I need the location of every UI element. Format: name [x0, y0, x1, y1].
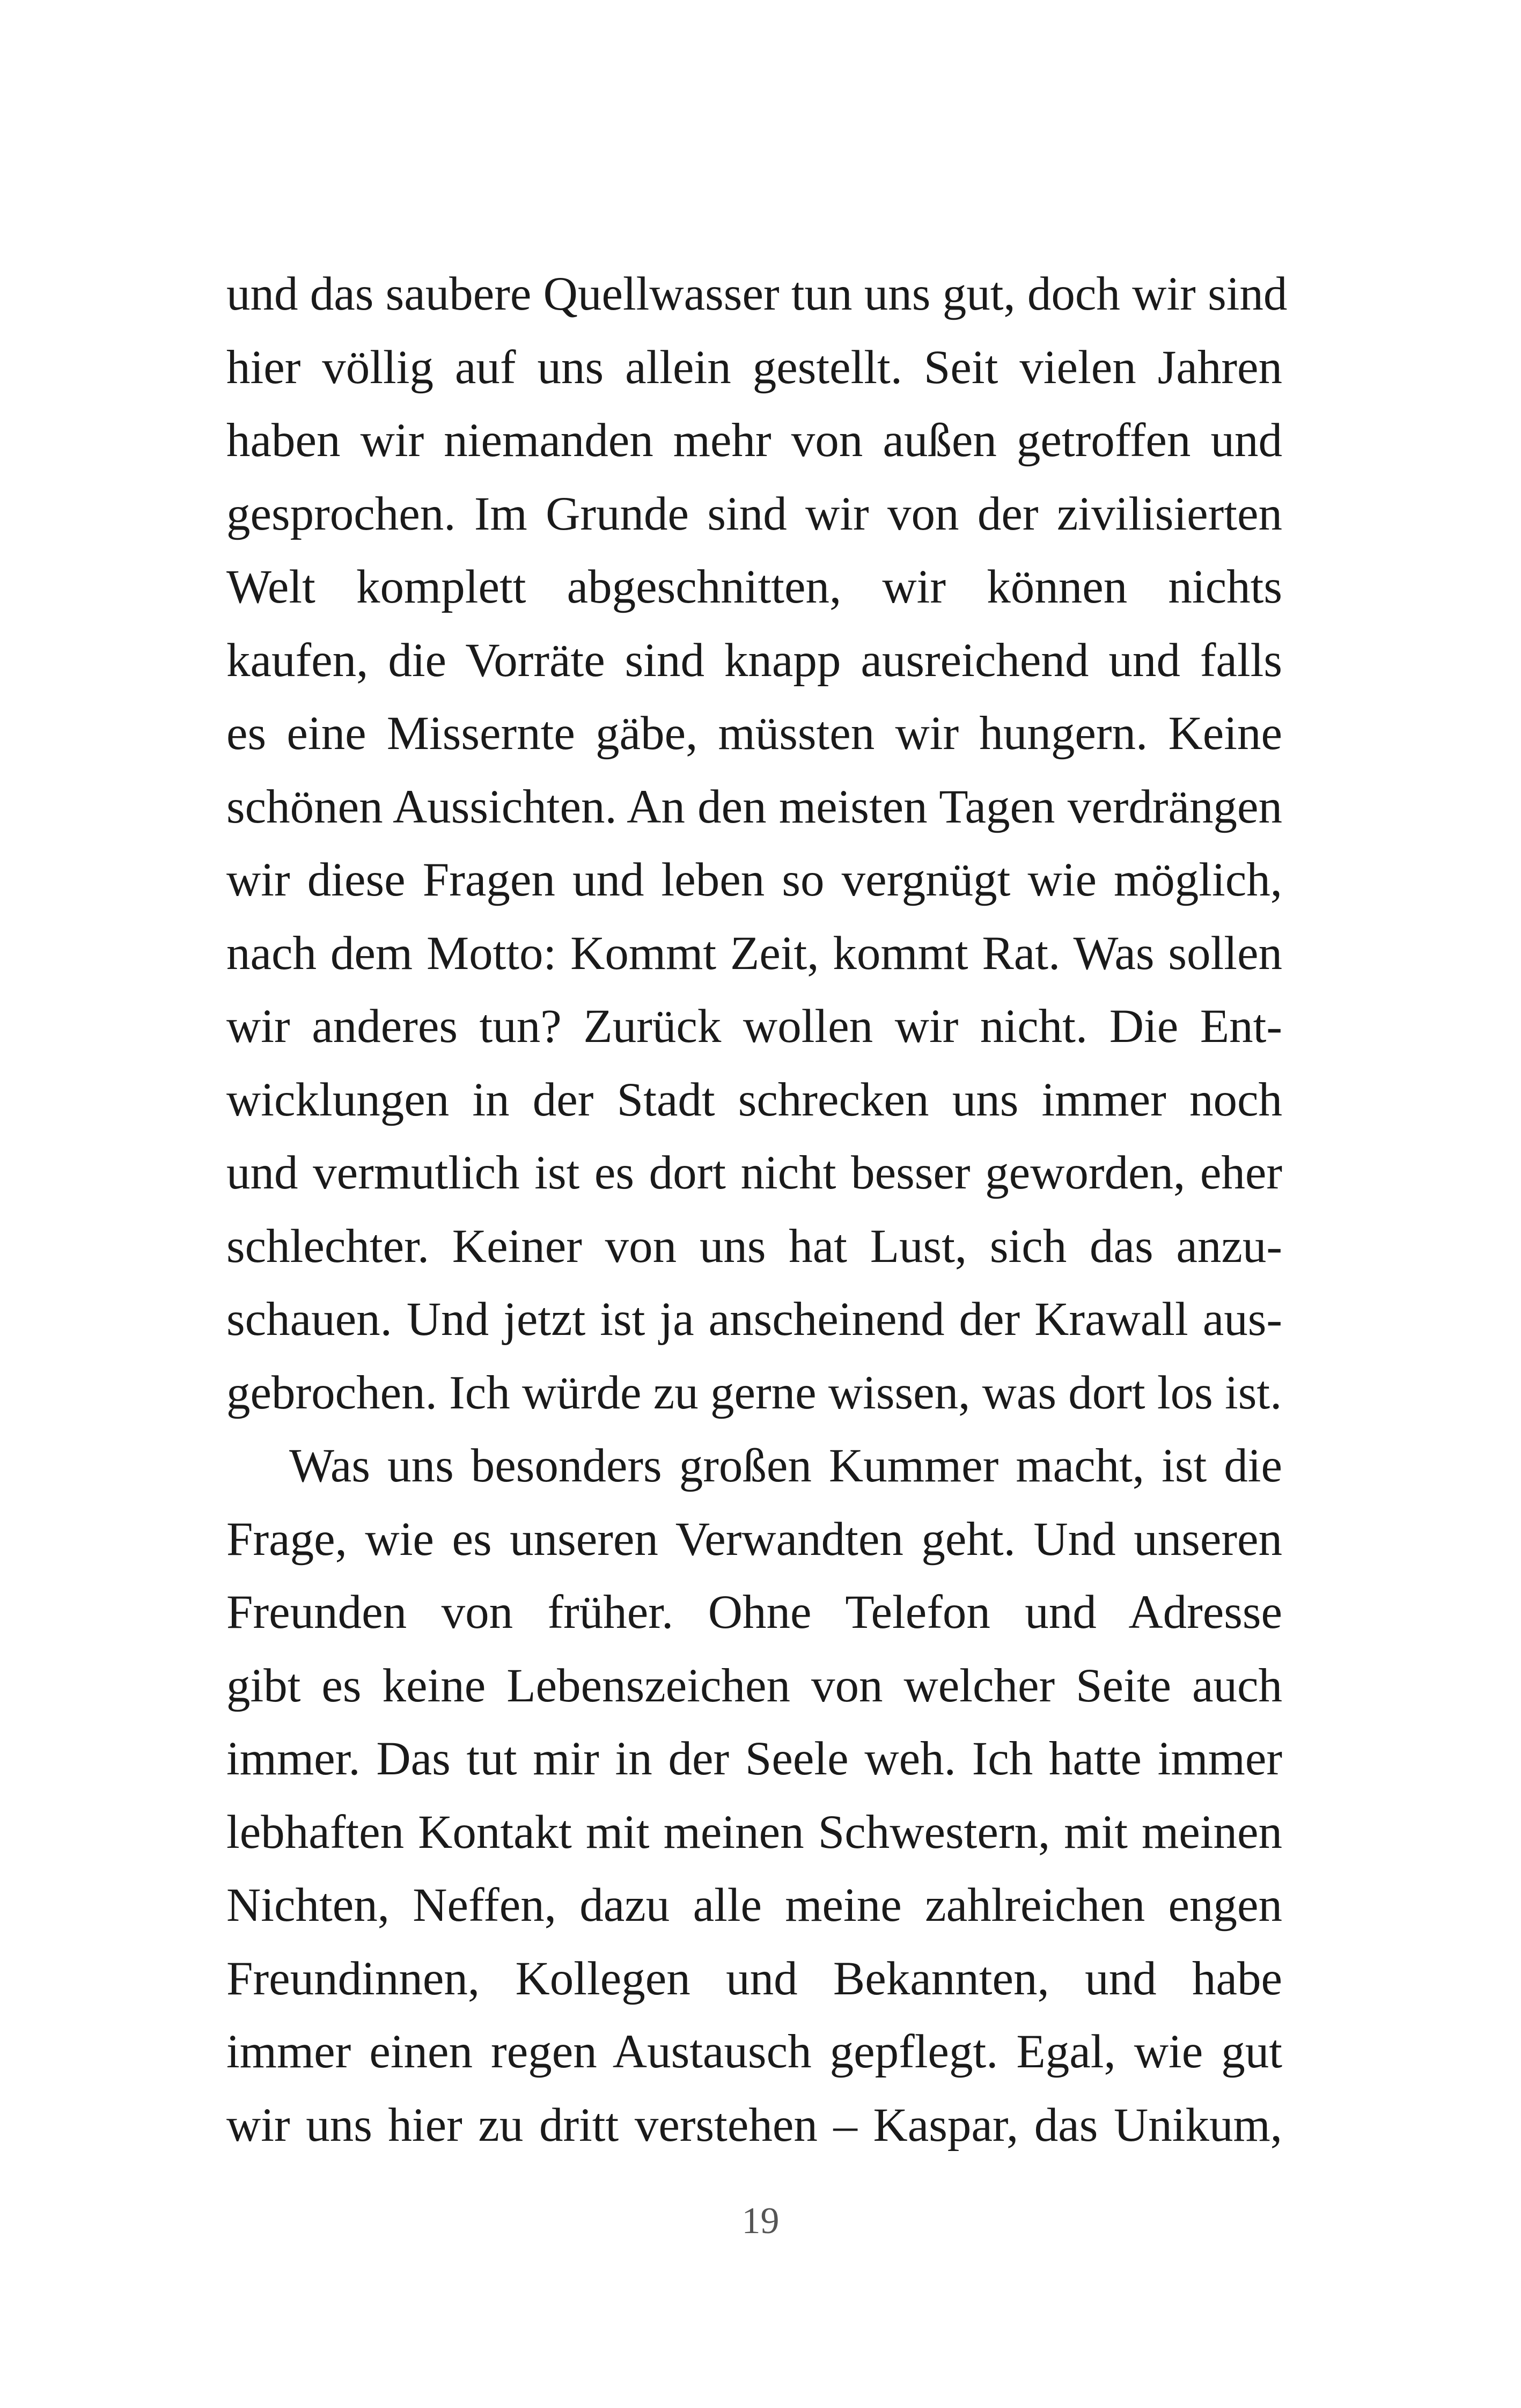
text-line: immer einen regen Austausch gepflegt. Egal, wie gut	[226, 2025, 1282, 2078]
text-line: wir uns hier zu dritt verstehen – Kaspar, das Unikum,	[226, 2098, 1282, 2152]
text-line: und das saubere Quellwasser tun uns gut, doch wir sind	[226, 268, 1288, 320]
text-line: schlechter. Keiner von uns hat Lust, sich das anzu-	[226, 1220, 1282, 1273]
text-line: Was uns besonders großen Kummer macht, ist die	[289, 1440, 1282, 1492]
text-line: es eine Missernte gäbe, müssten wir hungern. Keine	[226, 707, 1282, 760]
text-line: gesprochen. Im Grunde sind wir von der zivilisierten	[226, 487, 1282, 540]
text-line: wir diese Fragen und leben so vergnügt wie möglich,	[226, 854, 1282, 906]
text-line: hier völlig auf uns allein gestellt. Seit vielen Jahren	[226, 341, 1282, 394]
text-line: Frage, wie es unseren Verwandten geht. Und unseren	[226, 1513, 1282, 1566]
text-line: gibt es keine Lebenszeichen von welcher Seite auch	[226, 1659, 1282, 1712]
text-line: schauen. Und jetzt ist ja anscheinend der Krawall aus-	[226, 1293, 1282, 1346]
text-line: Freundinnen, Kollegen und Bekannten, und habe	[226, 1952, 1282, 2005]
text-line: immer. Das tut mir in der Seele weh. Ich hatte immer	[226, 1732, 1282, 1785]
text-line: gebrochen. Ich würde zu gerne wissen, was dort los ist.	[226, 1366, 1282, 1419]
text-line: Nichten, Neffen, dazu alle meine zahlreichen engen	[226, 1879, 1282, 1932]
text-line: nach dem Motto: Kommt Zeit, kommt Rat. Was sollen	[226, 927, 1282, 980]
text-line: schönen Aussichten. An den meisten Tagen verdrängen	[226, 780, 1282, 833]
text-line: kaufen, die Vorräte sind knapp ausreichend und falls	[226, 634, 1282, 687]
text-line: haben wir niemanden mehr von außen getroffen und	[226, 414, 1282, 467]
text-line: Welt komplett abgeschnitten, wir können nichts	[226, 561, 1282, 613]
text-line: Freunden von früher. Ohne Telefon und Adresse	[226, 1586, 1282, 1639]
text-line: wicklungen in der Stadt schrecken uns immer noch	[226, 1073, 1282, 1126]
text-line: wir anderes tun? Zurück wollen wir nicht. Die Ent-	[226, 1000, 1282, 1053]
paragraph	[226, 1429, 1282, 2162]
body-text	[226, 258, 1288, 2162]
page-number: 19	[741, 2200, 780, 2242]
text-line: und vermutlich ist es dort nicht besser geworden, eher	[226, 1147, 1282, 1199]
paragraph	[226, 258, 1288, 1429]
text-line: lebhaften Kontakt mit meinen Schwestern, mit meinen	[226, 1805, 1282, 1859]
